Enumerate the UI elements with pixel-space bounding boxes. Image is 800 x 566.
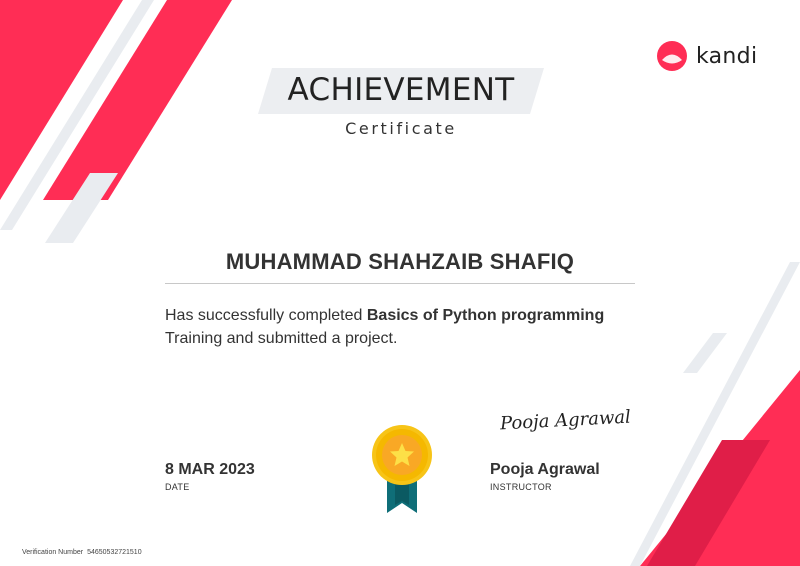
verification-number: 54650532721510: [87, 549, 142, 556]
date-label: DATE: [165, 482, 190, 492]
completion-statement: [165, 304, 635, 350]
bottom-right-gray-block: [683, 333, 727, 373]
completion-intro: Has successfully completed: [165, 307, 367, 324]
medal: [372, 425, 432, 485]
instructor-signature: Pooja Agrawal: [499, 406, 632, 435]
certificate-title: ACHIEVEMENT: [287, 72, 515, 108]
verification-label: Verification Number: [22, 549, 84, 556]
recipient-name: MUHAMMAD SHAHZAIB SHAFIQ: [225, 249, 575, 274]
verification: [22, 549, 142, 556]
kandi-logo-icon: [656, 40, 688, 72]
date-value: 8 MAR 2023: [165, 461, 255, 478]
course-name: Basics of Python programming: [366, 307, 605, 324]
kandi-logo: [656, 40, 757, 72]
completion-outro: Training and submitted a project.: [165, 330, 398, 347]
name-underline: [165, 283, 635, 284]
instructor-label: INSTRUCTOR: [490, 482, 552, 492]
certificate-subtitle: Certificate: [345, 119, 457, 138]
instructor-name: Pooja Agrawal: [490, 461, 600, 478]
award-medal-icon: [370, 425, 434, 517]
kandi-logo-text: kandi: [696, 43, 758, 69]
